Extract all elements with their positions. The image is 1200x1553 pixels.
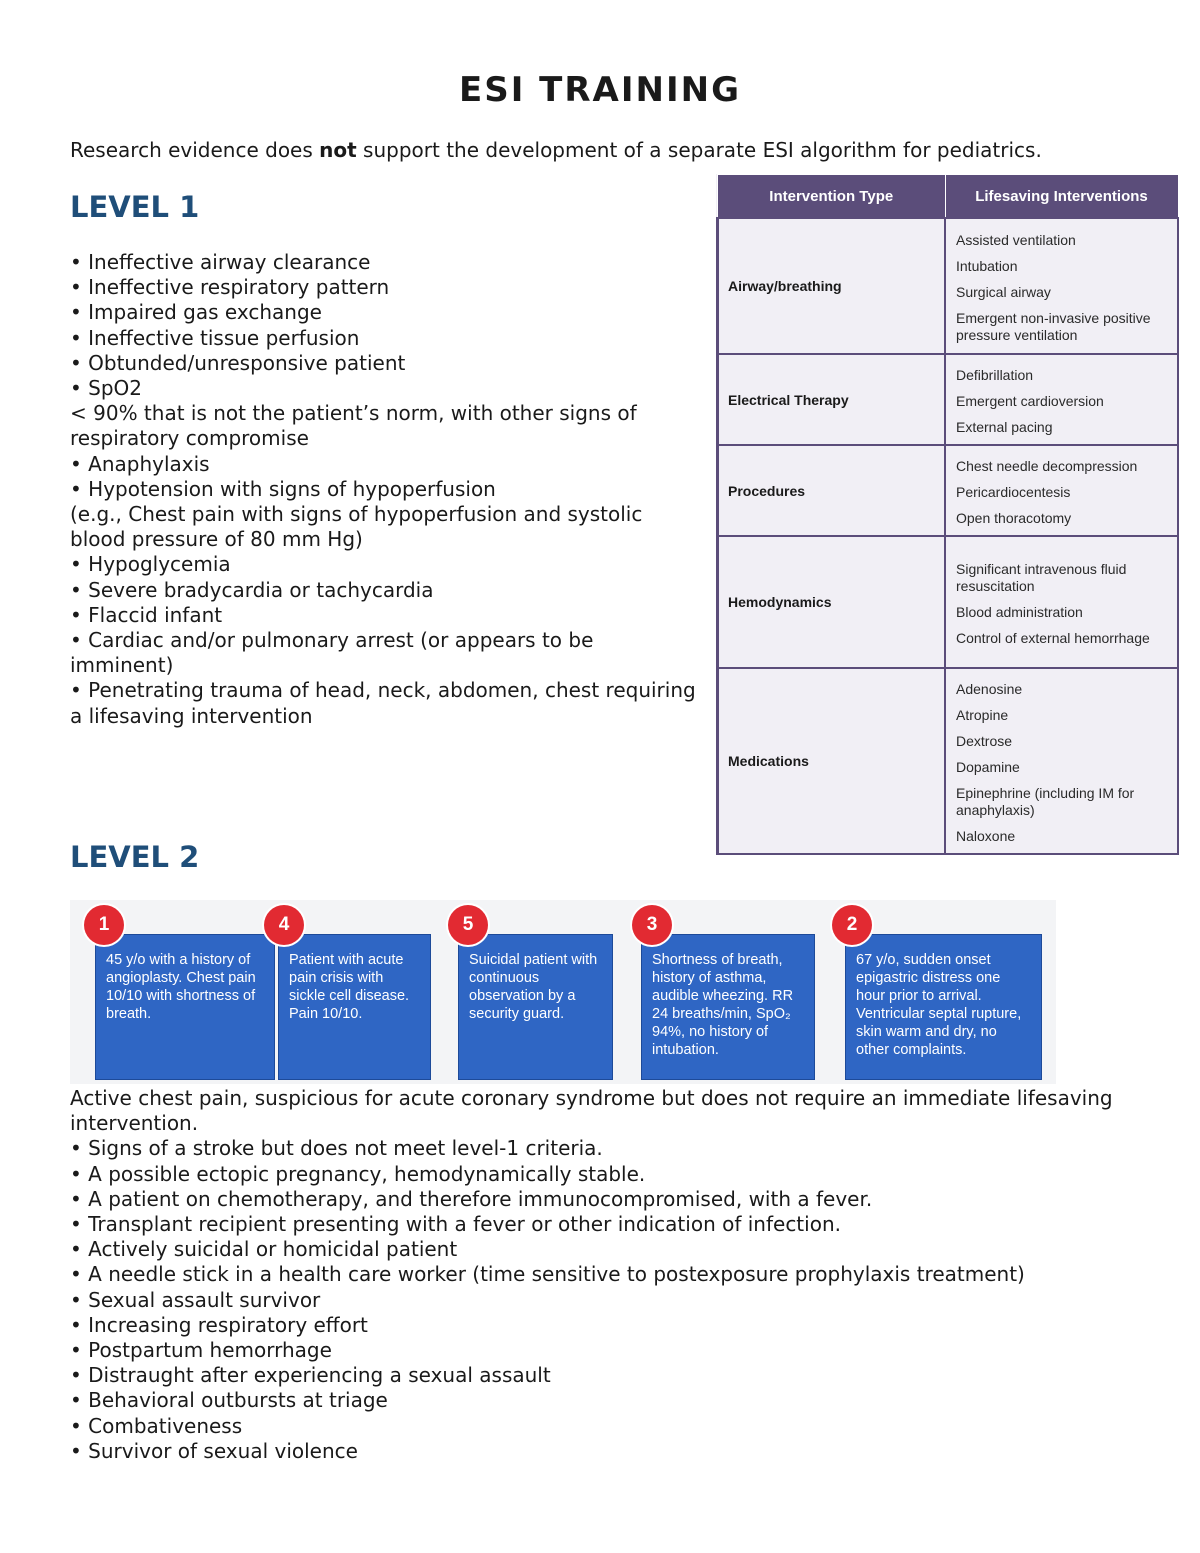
case-priority-badge: 4	[264, 905, 304, 945]
level1-list-item: • Obtunded/unresponsive patient	[70, 350, 406, 375]
intervention-item: Atropine	[956, 707, 1009, 723]
intervention-item: Adenosine	[956, 681, 1023, 697]
header-lifesaving-interventions: Lifesaving Interventions	[945, 175, 1178, 219]
intervention-item: External pacing	[956, 419, 1053, 435]
level1-list-item: • SpO2	[70, 376, 143, 401]
intervention-item: Surgical airway	[956, 284, 1051, 300]
level2-list-item: • Behavioral outbursts at triage	[70, 1388, 388, 1413]
level2-list-item: • A possible ectopic pregnancy, hemodynamically stable.	[70, 1161, 646, 1186]
interventions-cell	[945, 668, 1178, 854]
interventions-cell	[945, 445, 1178, 536]
level2-heading: LEVEL 2	[70, 840, 200, 874]
level1-list-item: • Ineffective respiratory pattern	[70, 275, 390, 300]
level2-case-cards	[70, 900, 1056, 1084]
level2-list-item: • Increasing respiratory effort	[70, 1312, 368, 1337]
level2-list-item: • Actively suicidal or homicidal patient	[70, 1237, 458, 1262]
level1-list-item: < 90% that is not the patient’s norm, with other signs of respiratory compromise	[70, 401, 637, 451]
level2-list-item: • Postpartum hemorrhage	[70, 1338, 332, 1363]
level1-list-item: • Impaired gas exchange	[70, 300, 322, 325]
intervention-item: Assisted ventilation	[956, 232, 1076, 248]
level1-list-item: • Hypoglycemia	[70, 552, 231, 577]
header-intervention-type: Intervention Type	[718, 175, 946, 219]
level1-list-item: • Anaphylaxis	[70, 451, 210, 476]
interventions-cell	[945, 536, 1178, 668]
intervention-type-cell: Electrical Therapy	[718, 354, 946, 445]
table-header-row	[718, 175, 1179, 219]
intervention-item: Dopamine	[956, 759, 1020, 775]
intervention-type-cell: Airway/breathing	[718, 218, 946, 354]
table-row	[718, 354, 1179, 445]
case-priority-badge: 3	[632, 905, 672, 945]
intervention-item: Control of external hemorrhage	[956, 630, 1150, 646]
intervention-type-cell: Medications	[718, 668, 946, 854]
level2-list-item: • Combativeness	[70, 1413, 243, 1438]
intervention-item: Emergent cardioversion	[956, 393, 1104, 409]
intervention-item: Dextrose	[956, 733, 1013, 749]
level1-list-item: • Flaccid infant	[70, 602, 223, 627]
case-card: Suicidal patient with continuous observation by a security guard.	[458, 934, 613, 1080]
case-priority-badge: 2	[832, 905, 872, 945]
level1-list-item: • Severe bradycardia or tachycardia	[70, 577, 434, 602]
table-row	[718, 445, 1179, 536]
intervention-type-cell: Hemodynamics	[718, 536, 946, 668]
intro-emphasis: not	[319, 138, 357, 162]
level1-list-item: (e.g., Chest pain with signs of hypoperfusion and systolic blood pressure of 80 mm Hg)	[70, 502, 643, 552]
level1-list-item: • Hypotension with signs of hypoperfusion	[70, 476, 496, 501]
case-card: 67 y/o, sudden onset epigastric distress one hour prior to arrival. Ventricular septal rupture, skin warm and dry, no other complaints.	[845, 934, 1042, 1080]
intervention-item: Chest needle decompression	[956, 458, 1138, 474]
intro-text-before: Research evidence does	[70, 138, 320, 162]
intro-paragraph	[70, 138, 1042, 162]
level2-list-item: • Signs of a stroke but does not meet level-1 criteria.	[70, 1136, 603, 1161]
interventions-cell	[945, 354, 1178, 445]
table-row	[718, 668, 1179, 854]
page-title: ESI TRAINING	[458, 70, 741, 110]
intervention-item: Intubation	[956, 258, 1018, 274]
intervention-item: Significant intravenous fluid resuscitation	[956, 561, 1127, 594]
level1-list-item: • Cardiac and/or pulmonary arrest (or appears to be imminent)	[70, 628, 594, 678]
level1-heading: LEVEL 1	[70, 190, 200, 224]
level2-list-item: • Survivor of sexual violence	[70, 1438, 358, 1463]
level2-list-item: • A patient on chemotherapy, and therefore immunocompromised, with a fever.	[70, 1186, 873, 1211]
level1-list-item: • Ineffective airway clearance	[70, 250, 371, 274]
intervention-item: Pericardiocentesis	[956, 484, 1071, 500]
intro-text-after: support the development of a separate ESI algorithm for pediatrics.	[356, 138, 1042, 162]
intervention-item: Epinephrine (including IM for anaphylaxis)	[956, 785, 1135, 818]
level1-list-item: • Ineffective tissue perfusion	[70, 325, 360, 350]
table-row	[718, 536, 1179, 668]
intervention-item: Defibrillation	[956, 367, 1034, 383]
intervention-item: Emergent non-invasive positive pressure ventilation	[956, 310, 1151, 343]
case-priority-badge: 1	[84, 905, 124, 945]
level2-list-item: • A needle stick in a health care worker (time sensitive to postexposure prophylaxis treatment)	[70, 1262, 1025, 1287]
intervention-type-cell: Procedures	[718, 445, 946, 536]
level1-criteria-list	[70, 250, 700, 729]
table-row	[718, 218, 1179, 354]
case-card: Patient with acute pain crisis with sickle cell disease. Pain 10/10.	[278, 934, 431, 1080]
case-card: Shortness of breath, history of asthma, audible wheezing. RR 24 breaths/min, SpO₂ 94%, no history of intubation.	[641, 934, 815, 1080]
intervention-item: Naloxone	[956, 828, 1016, 844]
interventions-cell	[945, 218, 1178, 354]
case-card: 45 y/o with a history of angioplasty. Chest pain 10/10 with shortness of breath.	[95, 934, 275, 1080]
level2-list-item: • Transplant recipient presenting with a fever or other indication of infection.	[70, 1212, 841, 1237]
level1-list-item: • Penetrating trauma of head, neck, abdomen, chest requiring a lifesaving intervention	[70, 678, 696, 728]
level2-list-item: • Sexual assault survivor	[70, 1287, 321, 1312]
intervention-item: Blood administration	[956, 604, 1083, 620]
level2-criteria-list	[70, 1086, 1130, 1464]
lifesaving-interventions-table	[716, 174, 1179, 855]
level2-list-item: • Distraught after experiencing a sexual assault	[70, 1363, 551, 1388]
level2-list-item: Active chest pain, suspicious for acute coronary syndrome but does not require an immediate lifesaving intervention.	[70, 1086, 1113, 1136]
intervention-item: Open thoracotomy	[956, 510, 1072, 526]
case-priority-badge: 5	[448, 905, 488, 945]
